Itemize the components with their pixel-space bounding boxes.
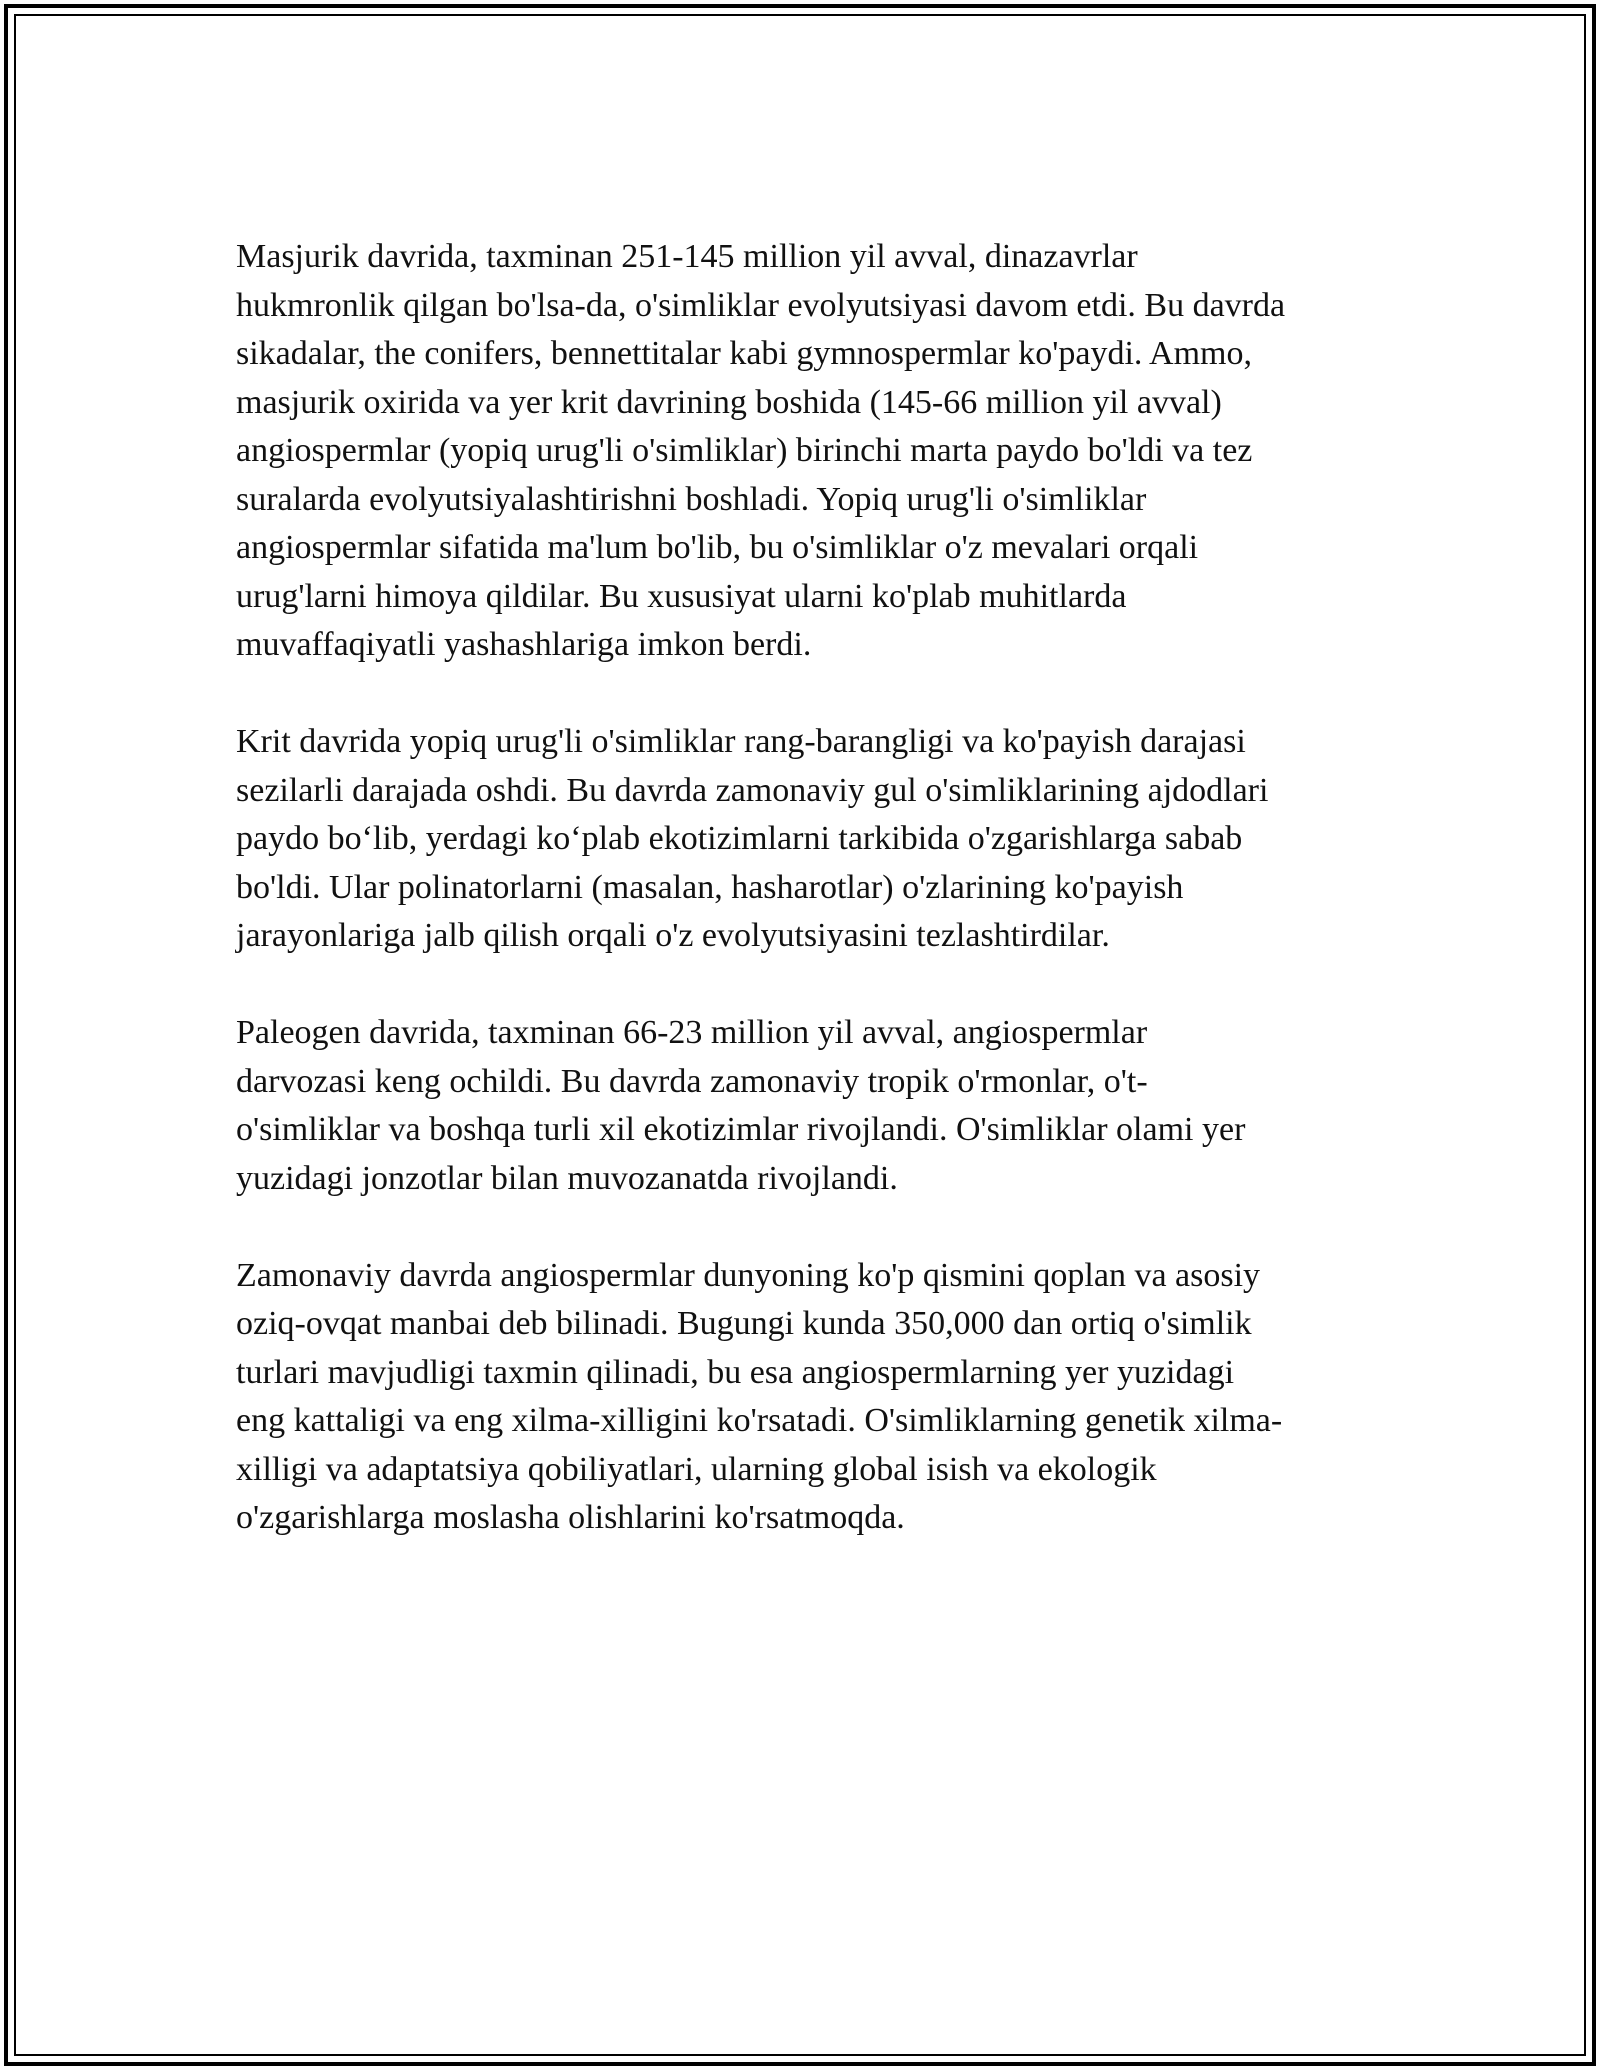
paragraph-1: Masjurik davrida, taxminan 251-145 million yil avval, dinazavrlar hukmronlik qilgan bo'lsa-da, o'simliklar evolyutsiyasi davom etdi. Bu davrda sikadalar, the conifers, bennettitalar kabi gymnospermlar ko'paydi. Ammo, masjurik oxirida va yer krit davrining boshida (145-66 million yil avval) angiospermlar (yopiq urug'li o'simliklar) birinchi marta paydo bo'ldi va tez suralarda evolyutsiyalashtirishni boshladi. Yopiq urug'li o'simliklar angiospermlar sifatida ma'lum bo'lib, bu o'simliklar o'z mevalari orqali urug'larni himoya qildilar. Bu xususiyat ularni ko'plab muhitlarda muvaffaqiyatli yashashlariga imkon berdi. [236, 238, 1286, 663]
paragraph-2: Krit davrida yopiq urug'li o'simliklar rang-barangligi va ko'payish darajasi sezilarli darajada oshdi. Bu davrda zamonaviy gul o'simliklarining ajdodlari paydo bo‘lib, yerdagi ko‘plab ekotizimlarni tarkibida o'zgarishlarga sabab bo'ldi. Ular polinatorlarni (masalan, hasharotlar) o'zlarining ko'payish jarayonlariga jalb qilish orqali o'z evolyutsiyasini tezlashtirdilar. [236, 723, 1269, 954]
document-body [236, 233, 1386, 1591]
paragraph-3: Paleogen davrida, taxminan 66-23 million yil avval, angiospermlar darvozasi keng ochildi. Bu davrda zamonaviy tropik o'rmonlar, o't- o'simliklar va boshqa turli xil ekotizimlar rivojlandi. O'simliklar olami yer yuzidagi jonzotlar bilan muvozanatda rivojlandi. [236, 1014, 1246, 1197]
paragraph-4: Zamonaviy davrda angiospermlar dunyoning ko'p qismini qoplan va asosiy oziq-ovqat manbai deb bilinadi. Bugungi kunda 350,000 dan ortiq o'simlik turlari mavjudligi taxmin qilinadi, bu esa angiospermlarning yer yuzidagi eng kattaligi va eng xilma-xilligini ko'rsatadi. O'simliklarning genetik xilma- xilligi va adaptatsiya qobiliyatlari, ularning global isish va ekologik o'zgarishlarga moslasha olishlarini ko'rsatmoqda. [236, 1256, 1283, 1536]
